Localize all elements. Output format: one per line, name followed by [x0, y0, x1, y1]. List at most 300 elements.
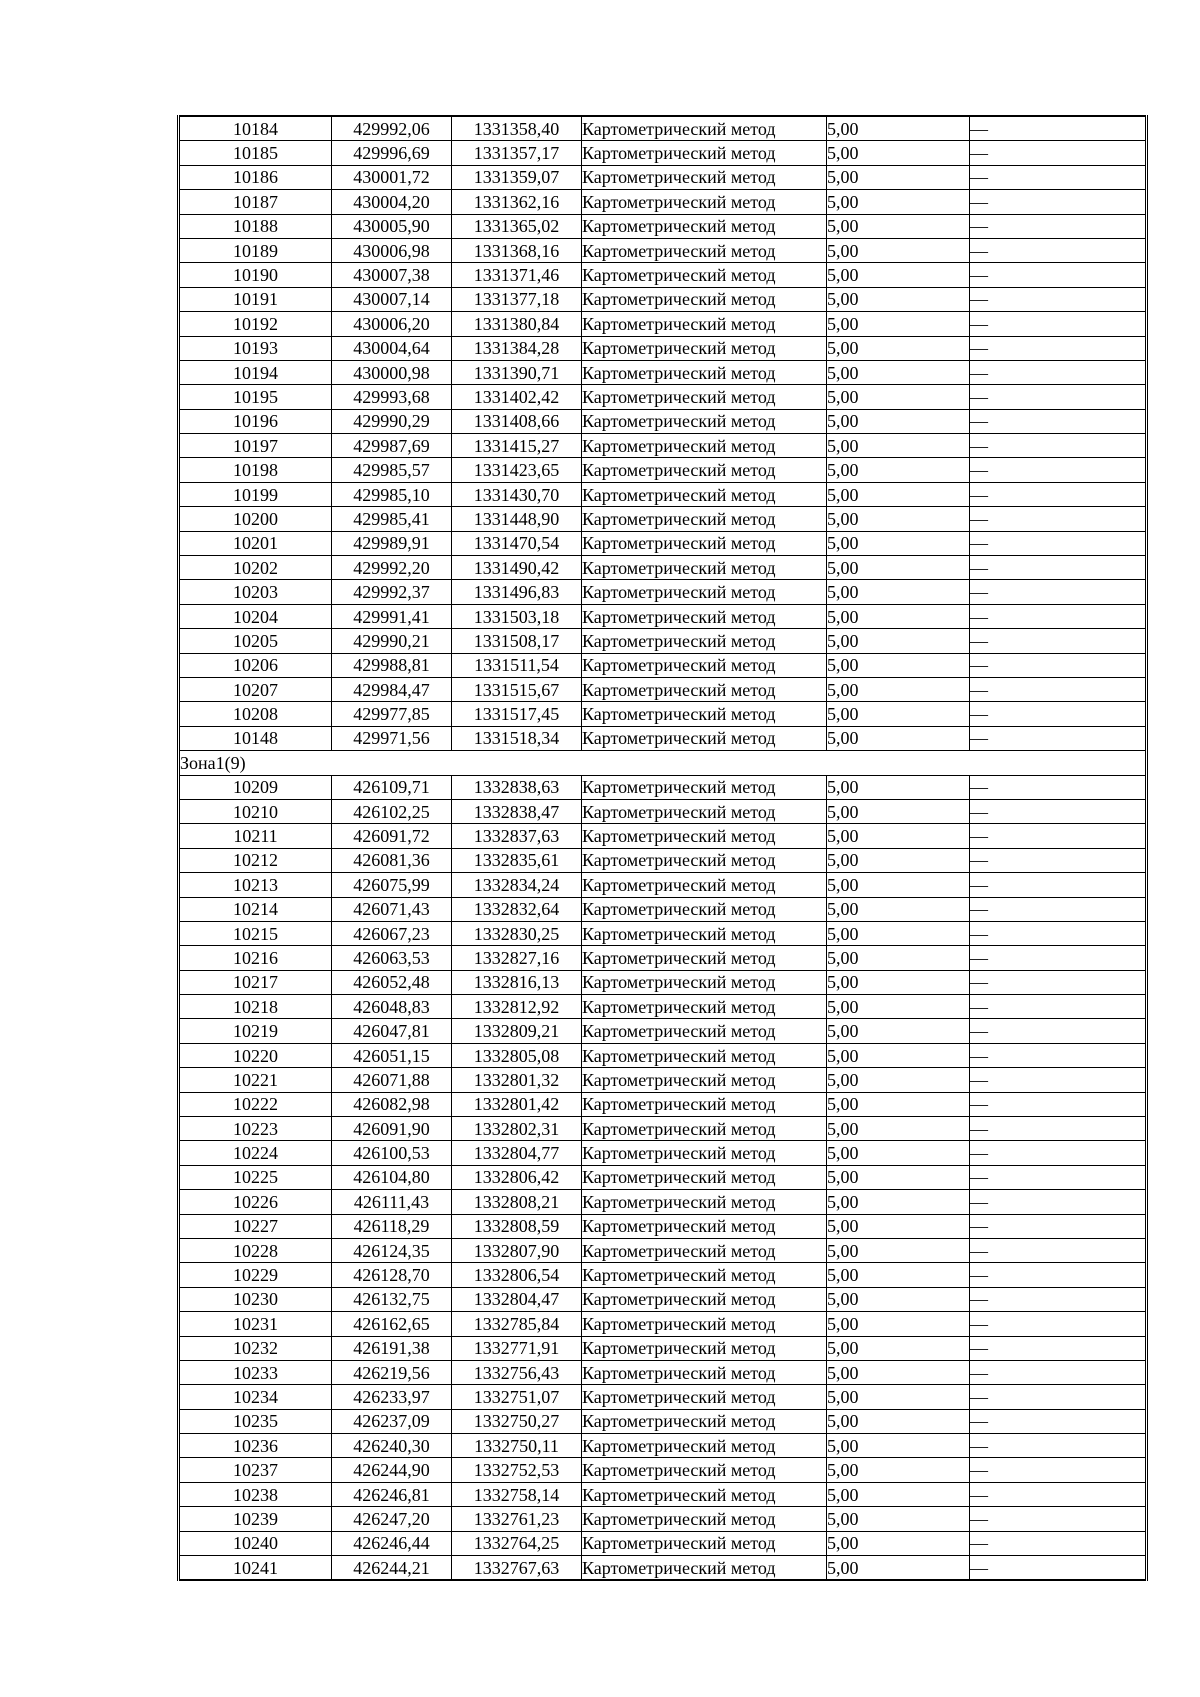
accuracy-cell: 5,00 — [827, 458, 970, 482]
coord-x: 426246,44 — [332, 1531, 452, 1555]
method-cell: Картометрический метод — [582, 1019, 827, 1043]
dash-cell: — — [970, 263, 1147, 287]
coord-y: 1331359,07 — [452, 165, 582, 189]
dash-cell: — — [970, 238, 1147, 262]
point-number: 10213 — [179, 873, 332, 897]
coord-y: 1332804,77 — [452, 1141, 582, 1165]
table-row — [179, 1068, 1147, 1092]
coord-y: 1332751,07 — [452, 1385, 582, 1409]
coord-x: 426091,90 — [332, 1117, 452, 1141]
method-cell: Картометрический метод — [582, 1531, 827, 1555]
coord-x: 426051,15 — [332, 1043, 452, 1067]
dash-cell: — — [970, 458, 1147, 482]
dash-cell: — — [970, 1409, 1147, 1433]
accuracy-cell: 5,00 — [827, 531, 970, 555]
point-number: 10201 — [179, 531, 332, 555]
point-number: 10207 — [179, 677, 332, 701]
coord-x: 429996,69 — [332, 141, 452, 165]
dash-cell: — — [970, 1507, 1147, 1531]
table-row — [179, 482, 1147, 506]
method-cell: Картометрический метод — [582, 1141, 827, 1165]
dash-cell: — — [970, 1019, 1147, 1043]
accuracy-cell: 5,00 — [827, 1482, 970, 1506]
coord-x: 426233,97 — [332, 1385, 452, 1409]
method-cell: Картометрический метод — [582, 1507, 827, 1531]
method-cell: Картометрический метод — [582, 434, 827, 458]
table-row — [179, 507, 1147, 531]
accuracy-cell: 5,00 — [827, 726, 970, 750]
method-cell: Картометрический метод — [582, 775, 827, 799]
coord-x: 426124,35 — [332, 1238, 452, 1262]
dash-cell: — — [970, 1360, 1147, 1384]
method-cell: Картометрический метод — [582, 360, 827, 384]
method-cell: Картометрический метод — [582, 629, 827, 653]
accuracy-cell: 5,00 — [827, 116, 970, 141]
method-cell: Картометрический метод — [582, 1482, 827, 1506]
point-number: 10187 — [179, 190, 332, 214]
accuracy-cell: 5,00 — [827, 1385, 970, 1409]
coord-y: 1332805,08 — [452, 1043, 582, 1067]
coord-x: 429993,68 — [332, 385, 452, 409]
point-number: 10189 — [179, 238, 332, 262]
dash-cell: — — [970, 336, 1147, 360]
coord-y: 1331470,54 — [452, 531, 582, 555]
coord-y: 1331371,46 — [452, 263, 582, 287]
point-number: 10188 — [179, 214, 332, 238]
coord-x: 426091,72 — [332, 824, 452, 848]
point-number: 10209 — [179, 775, 332, 799]
table-row — [179, 775, 1147, 799]
coord-y: 1331368,16 — [452, 238, 582, 262]
point-number: 10214 — [179, 897, 332, 921]
accuracy-cell: 5,00 — [827, 360, 970, 384]
dash-cell: — — [970, 1458, 1147, 1482]
accuracy-cell: 5,00 — [827, 897, 970, 921]
dash-cell: — — [970, 1312, 1147, 1336]
coord-y: 1331511,54 — [452, 653, 582, 677]
accuracy-cell: 5,00 — [827, 1531, 970, 1555]
method-cell: Картометрический метод — [582, 677, 827, 701]
coord-x: 429988,81 — [332, 653, 452, 677]
method-cell: Картометрический метод — [582, 287, 827, 311]
method-cell: Картометрический метод — [582, 1360, 827, 1384]
coord-y: 1332804,47 — [452, 1287, 582, 1311]
coord-y: 1331423,65 — [452, 458, 582, 482]
dash-cell: — — [970, 726, 1147, 750]
dash-cell: — — [970, 434, 1147, 458]
dash-cell: — — [970, 116, 1147, 141]
dash-cell: — — [970, 409, 1147, 433]
accuracy-cell: 5,00 — [827, 1238, 970, 1262]
dash-cell: — — [970, 921, 1147, 945]
point-number: 10186 — [179, 165, 332, 189]
table-row — [179, 1458, 1147, 1482]
dash-cell: — — [970, 1117, 1147, 1141]
table-row — [179, 312, 1147, 336]
table-row — [179, 1190, 1147, 1214]
dash-cell: — — [970, 141, 1147, 165]
coord-y: 1332801,42 — [452, 1092, 582, 1116]
method-cell: Картометрический метод — [582, 1068, 827, 1092]
accuracy-cell: 5,00 — [827, 1214, 970, 1238]
point-number: 10195 — [179, 385, 332, 409]
method-cell: Картометрический метод — [582, 921, 827, 945]
point-number: 10241 — [179, 1556, 332, 1581]
coord-y: 1332809,21 — [452, 1019, 582, 1043]
table-row — [179, 556, 1147, 580]
method-cell: Картометрический метод — [582, 385, 827, 409]
coord-x: 429985,57 — [332, 458, 452, 482]
table-row — [179, 238, 1147, 262]
coordinates-table-body — [179, 116, 1147, 1580]
dash-cell: — — [970, 1141, 1147, 1165]
point-number: 10234 — [179, 1385, 332, 1409]
coord-x: 426219,56 — [332, 1360, 452, 1384]
accuracy-cell: 5,00 — [827, 1141, 970, 1165]
coord-y: 1331362,16 — [452, 190, 582, 214]
table-row — [179, 1482, 1147, 1506]
point-number: 10228 — [179, 1238, 332, 1262]
coord-x: 430005,90 — [332, 214, 452, 238]
accuracy-cell: 5,00 — [827, 653, 970, 677]
method-cell: Картометрический метод — [582, 1043, 827, 1067]
accuracy-cell: 5,00 — [827, 1019, 970, 1043]
method-cell: Картометрический метод — [582, 1263, 827, 1287]
point-number: 10236 — [179, 1434, 332, 1458]
point-number: 10237 — [179, 1458, 332, 1482]
dash-cell: — — [970, 360, 1147, 384]
method-cell: Картометрический метод — [582, 1238, 827, 1262]
table-row — [179, 1409, 1147, 1433]
dash-cell: — — [970, 287, 1147, 311]
dash-cell: — — [970, 946, 1147, 970]
method-cell: Картометрический метод — [582, 263, 827, 287]
dash-cell: — — [970, 702, 1147, 726]
table-row — [179, 1385, 1147, 1409]
coord-x: 426048,83 — [332, 995, 452, 1019]
coord-x: 426063,53 — [332, 946, 452, 970]
dash-cell: — — [970, 1531, 1147, 1555]
accuracy-cell: 5,00 — [827, 1507, 970, 1531]
coord-x: 429989,91 — [332, 531, 452, 555]
table-row — [179, 726, 1147, 750]
method-cell: Картометрический метод — [582, 653, 827, 677]
dash-cell: — — [970, 1385, 1147, 1409]
table-row — [179, 897, 1147, 921]
point-number: 10198 — [179, 458, 332, 482]
table-row — [179, 141, 1147, 165]
coord-y: 1331508,17 — [452, 629, 582, 653]
dash-cell: — — [970, 1238, 1147, 1262]
method-cell: Картометрический метод — [582, 409, 827, 433]
coord-x: 430006,20 — [332, 312, 452, 336]
table-row — [179, 385, 1147, 409]
method-cell: Картометрический метод — [582, 946, 827, 970]
method-cell: Картометрический метод — [582, 1556, 827, 1581]
accuracy-cell: 5,00 — [827, 1434, 970, 1458]
method-cell: Картометрический метод — [582, 507, 827, 531]
accuracy-cell: 5,00 — [827, 1287, 970, 1311]
dash-cell: — — [970, 799, 1147, 823]
accuracy-cell: 5,00 — [827, 434, 970, 458]
table-row — [179, 1434, 1147, 1458]
table-row — [179, 1165, 1147, 1189]
method-cell: Картометрический метод — [582, 824, 827, 848]
coord-x: 429992,20 — [332, 556, 452, 580]
accuracy-cell: 5,00 — [827, 921, 970, 945]
coord-x: 426132,75 — [332, 1287, 452, 1311]
table-row — [179, 629, 1147, 653]
table-row — [179, 970, 1147, 994]
coord-y: 1332802,31 — [452, 1117, 582, 1141]
dash-cell: — — [970, 897, 1147, 921]
table-row — [179, 1360, 1147, 1384]
method-cell: Картометрический метод — [582, 702, 827, 726]
coord-x: 430001,72 — [332, 165, 452, 189]
coord-x: 426246,81 — [332, 1482, 452, 1506]
coord-y: 1331377,18 — [452, 287, 582, 311]
dash-cell: — — [970, 1287, 1147, 1311]
coord-x: 426191,38 — [332, 1336, 452, 1360]
dash-cell: — — [970, 604, 1147, 628]
point-number: 10200 — [179, 507, 332, 531]
coord-x: 430000,98 — [332, 360, 452, 384]
coord-x: 426052,48 — [332, 970, 452, 994]
dash-cell: — — [970, 629, 1147, 653]
coord-y: 1332807,90 — [452, 1238, 582, 1262]
point-number: 10192 — [179, 312, 332, 336]
point-number: 10240 — [179, 1531, 332, 1555]
point-number: 10239 — [179, 1507, 332, 1531]
table-row — [179, 604, 1147, 628]
coord-x: 429992,06 — [332, 116, 452, 141]
dash-cell: — — [970, 824, 1147, 848]
table-row — [179, 580, 1147, 604]
coord-x: 426244,21 — [332, 1556, 452, 1581]
accuracy-cell: 5,00 — [827, 1360, 970, 1384]
dash-cell: — — [970, 531, 1147, 555]
coord-x: 429984,47 — [332, 677, 452, 701]
table-row — [179, 165, 1147, 189]
accuracy-cell: 5,00 — [827, 336, 970, 360]
point-number: 10184 — [179, 116, 332, 141]
dash-cell: — — [970, 1214, 1147, 1238]
coord-y: 1332750,11 — [452, 1434, 582, 1458]
coord-y: 1331430,70 — [452, 482, 582, 506]
coord-y: 1332801,32 — [452, 1068, 582, 1092]
accuracy-cell: 5,00 — [827, 1043, 970, 1067]
table-row — [179, 190, 1147, 214]
coord-x: 430004,64 — [332, 336, 452, 360]
accuracy-cell: 5,00 — [827, 1190, 970, 1214]
point-number: 10199 — [179, 482, 332, 506]
point-number: 10233 — [179, 1360, 332, 1384]
table-row — [179, 1312, 1147, 1336]
table-row — [179, 873, 1147, 897]
coord-y: 1331365,02 — [452, 214, 582, 238]
table-row — [179, 1092, 1147, 1116]
coord-y: 1331490,42 — [452, 556, 582, 580]
point-number: 10231 — [179, 1312, 332, 1336]
method-cell: Картометрический метод — [582, 141, 827, 165]
coord-y: 1332812,92 — [452, 995, 582, 1019]
accuracy-cell: 5,00 — [827, 238, 970, 262]
table-row — [179, 434, 1147, 458]
coord-x: 426237,09 — [332, 1409, 452, 1433]
method-cell: Картометрический метод — [582, 214, 827, 238]
point-number: 10222 — [179, 1092, 332, 1116]
coord-x: 426100,53 — [332, 1141, 452, 1165]
coord-y: 1331415,27 — [452, 434, 582, 458]
method-cell: Картометрический метод — [582, 1214, 827, 1238]
coord-y: 1332832,64 — [452, 897, 582, 921]
coord-x: 426067,23 — [332, 921, 452, 945]
point-number: 10190 — [179, 263, 332, 287]
accuracy-cell: 5,00 — [827, 287, 970, 311]
coord-x: 429971,56 — [332, 726, 452, 750]
method-cell: Картометрический метод — [582, 848, 827, 872]
dash-cell: — — [970, 1043, 1147, 1067]
table-row — [179, 653, 1147, 677]
point-number: 10210 — [179, 799, 332, 823]
zone-header-row — [179, 751, 1147, 775]
point-number: 10197 — [179, 434, 332, 458]
coord-x: 426047,81 — [332, 1019, 452, 1043]
table-row — [179, 1263, 1147, 1287]
coord-x: 426075,99 — [332, 873, 452, 897]
point-number: 10208 — [179, 702, 332, 726]
accuracy-cell: 5,00 — [827, 1165, 970, 1189]
coord-y: 1331503,18 — [452, 604, 582, 628]
coord-y: 1331517,45 — [452, 702, 582, 726]
method-cell: Картометрический метод — [582, 1312, 827, 1336]
coord-x: 426118,29 — [332, 1214, 452, 1238]
point-number: 10194 — [179, 360, 332, 384]
table-row — [179, 1507, 1147, 1531]
dash-cell: — — [970, 1068, 1147, 1092]
point-number: 10202 — [179, 556, 332, 580]
method-cell: Картометрический метод — [582, 1165, 827, 1189]
coord-x: 429987,69 — [332, 434, 452, 458]
table-row — [179, 1214, 1147, 1238]
point-number: 10221 — [179, 1068, 332, 1092]
dash-cell: — — [970, 312, 1147, 336]
point-number: 10226 — [179, 1190, 332, 1214]
point-number: 10148 — [179, 726, 332, 750]
accuracy-cell: 5,00 — [827, 580, 970, 604]
point-number: 10203 — [179, 580, 332, 604]
accuracy-cell: 5,00 — [827, 1556, 970, 1581]
coord-y: 1331390,71 — [452, 360, 582, 384]
accuracy-cell: 5,00 — [827, 677, 970, 701]
point-number: 10185 — [179, 141, 332, 165]
method-cell: Картометрический метод — [582, 1409, 827, 1433]
dash-cell: — — [970, 214, 1147, 238]
table-row — [179, 409, 1147, 433]
table-row — [179, 1141, 1147, 1165]
dash-cell: — — [970, 1434, 1147, 1458]
coord-y: 1331496,83 — [452, 580, 582, 604]
coord-x: 426240,30 — [332, 1434, 452, 1458]
point-number: 10227 — [179, 1214, 332, 1238]
dash-cell: — — [970, 995, 1147, 1019]
dash-cell: — — [970, 556, 1147, 580]
point-number: 10193 — [179, 336, 332, 360]
coord-x: 426162,65 — [332, 1312, 452, 1336]
accuracy-cell: 5,00 — [827, 1117, 970, 1141]
accuracy-cell: 5,00 — [827, 556, 970, 580]
point-number: 10219 — [179, 1019, 332, 1043]
coord-y: 1331408,66 — [452, 409, 582, 433]
method-cell: Картометрический метод — [582, 1458, 827, 1482]
method-cell: Картометрический метод — [582, 556, 827, 580]
table-row — [179, 799, 1147, 823]
accuracy-cell: 5,00 — [827, 165, 970, 189]
point-number: 10215 — [179, 921, 332, 945]
method-cell: Картометрический метод — [582, 1117, 827, 1141]
accuracy-cell: 5,00 — [827, 385, 970, 409]
dash-cell: — — [970, 1482, 1147, 1506]
table-row — [179, 336, 1147, 360]
accuracy-cell: 5,00 — [827, 848, 970, 872]
dash-cell: — — [970, 385, 1147, 409]
coord-x: 430007,38 — [332, 263, 452, 287]
dash-cell: — — [970, 165, 1147, 189]
accuracy-cell: 5,00 — [827, 1068, 970, 1092]
coord-y: 1332808,59 — [452, 1214, 582, 1238]
coord-x: 426102,25 — [332, 799, 452, 823]
table-row — [179, 1287, 1147, 1311]
coord-x: 426247,20 — [332, 1507, 452, 1531]
coord-x: 430004,20 — [332, 190, 452, 214]
method-cell: Картометрический метод — [582, 336, 827, 360]
point-number: 10206 — [179, 653, 332, 677]
coord-y: 1332752,53 — [452, 1458, 582, 1482]
table-row — [179, 677, 1147, 701]
coord-y: 1332785,84 — [452, 1312, 582, 1336]
dash-cell: — — [970, 1165, 1147, 1189]
accuracy-cell: 5,00 — [827, 190, 970, 214]
table-row — [179, 263, 1147, 287]
accuracy-cell: 5,00 — [827, 873, 970, 897]
point-number: 10225 — [179, 1165, 332, 1189]
coord-x: 426244,90 — [332, 1458, 452, 1482]
accuracy-cell: 5,00 — [827, 995, 970, 1019]
method-cell: Картометрический метод — [582, 312, 827, 336]
coord-y: 1332838,47 — [452, 799, 582, 823]
coord-x: 429992,37 — [332, 580, 452, 604]
coord-y: 1331518,34 — [452, 726, 582, 750]
coord-y: 1332806,54 — [452, 1263, 582, 1287]
coord-x: 429985,41 — [332, 507, 452, 531]
accuracy-cell: 5,00 — [827, 507, 970, 531]
table-row — [179, 287, 1147, 311]
coord-y: 1332764,25 — [452, 1531, 582, 1555]
accuracy-cell: 5,00 — [827, 1092, 970, 1116]
coord-x: 429977,85 — [332, 702, 452, 726]
table-row — [179, 946, 1147, 970]
table-row — [179, 1336, 1147, 1360]
dash-cell: — — [970, 848, 1147, 872]
accuracy-cell: 5,00 — [827, 1409, 970, 1433]
coord-y: 1332767,63 — [452, 1556, 582, 1581]
method-cell: Картометрический метод — [582, 799, 827, 823]
accuracy-cell: 5,00 — [827, 1336, 970, 1360]
dash-cell: — — [970, 580, 1147, 604]
accuracy-cell: 5,00 — [827, 629, 970, 653]
table-row — [179, 1238, 1147, 1262]
coord-y: 1331380,84 — [452, 312, 582, 336]
